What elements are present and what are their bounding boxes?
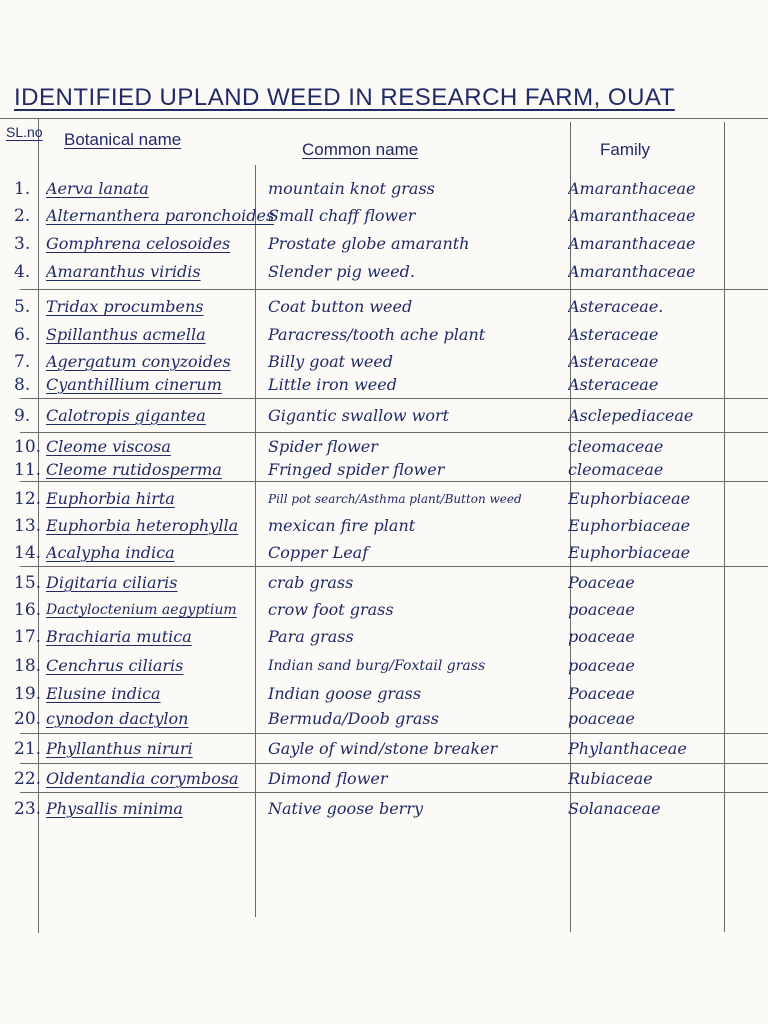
sl-number: 23. <box>14 799 42 819</box>
family-name: Asteraceae <box>568 325 659 344</box>
botanical-name: Phyllanthus niruri <box>46 739 193 758</box>
header-sl-no: SL.no <box>6 124 43 140</box>
page-title: IDENTIFIED UPLAND WEED IN RESEARCH FARM, OUAT <box>14 84 675 111</box>
table-row <box>0 681 768 707</box>
family-name: Amaranthaceae <box>568 262 696 281</box>
table-row <box>0 486 768 512</box>
sl-number: 2. <box>14 206 31 226</box>
table-row <box>0 653 768 679</box>
sl-number: 7. <box>14 352 31 372</box>
botanical-name: Physallis minima <box>46 799 183 818</box>
table-row <box>0 766 768 792</box>
table-row <box>0 597 768 623</box>
header-botanical-name: Botanical name <box>64 130 182 149</box>
botanical-name: Cleome rutidosperma <box>46 460 222 479</box>
table-row <box>0 736 768 762</box>
table-row <box>0 403 768 429</box>
common-name: Native goose berry <box>268 799 423 818</box>
common-name: mexican fire plant <box>268 516 416 535</box>
table-row <box>0 176 768 202</box>
sl-number: 21. <box>14 739 42 759</box>
botanical-name: Euphorbia heterophylla <box>46 516 239 535</box>
common-name: Bermuda/Doob grass <box>268 709 439 728</box>
common-name: Prostate globe amaranth <box>268 234 470 253</box>
botanical-name: Euphorbia hirta <box>46 489 175 508</box>
family-name: poaceae <box>568 709 635 728</box>
table-row <box>0 796 768 822</box>
botanical-name: Elusine indica <box>46 684 161 703</box>
family-name: Amaranthaceae <box>568 206 696 225</box>
botanical-name: Amaranthus viridis <box>46 262 201 281</box>
family-name: Poaceae <box>568 684 635 703</box>
table-row <box>0 294 768 320</box>
botanical-name: Dactyloctenium aegyptium <box>46 602 237 618</box>
sl-number: 12. <box>14 489 42 509</box>
botanical-name: Cenchrus ciliaris <box>46 656 184 675</box>
table-row <box>0 457 768 483</box>
group-rule <box>20 432 768 433</box>
sl-number: 14. <box>14 543 42 563</box>
table-row <box>0 259 768 285</box>
common-name: Coat button weed <box>268 297 413 316</box>
common-name: Little iron weed <box>268 375 397 394</box>
table-row <box>0 203 768 229</box>
family-name: poaceae <box>568 627 635 646</box>
family-name: cleomaceae <box>568 460 664 479</box>
group-rule <box>20 792 768 793</box>
sl-number: 18. <box>14 656 42 676</box>
sl-number: 3. <box>14 234 31 254</box>
table-row <box>0 231 768 257</box>
family-name: Rubiaceae <box>568 769 653 788</box>
sl-number: 19. <box>14 684 42 704</box>
common-name: Small chaff flower <box>268 206 416 225</box>
family-name: Solanaceae <box>568 799 661 818</box>
common-name: Para grass <box>268 627 354 646</box>
sl-number: 22. <box>14 769 42 789</box>
table-row <box>0 624 768 650</box>
common-name: Copper Leaf <box>268 543 369 562</box>
sl-number: 17. <box>14 627 42 647</box>
sl-number: 20. <box>14 709 42 729</box>
table-row <box>0 570 768 596</box>
common-name: Dimond flower <box>268 769 388 788</box>
sl-number: 16. <box>14 600 42 620</box>
family-name: Asteraceae. <box>568 297 664 316</box>
common-name: Gigantic swallow wort <box>268 406 450 425</box>
group-rule <box>20 763 768 764</box>
botanical-name: Calotropis gigantea <box>46 406 206 425</box>
family-name: poaceae <box>568 600 635 619</box>
botanical-name: Digitaria ciliaris <box>46 573 178 592</box>
family-name: Amaranthaceae <box>568 179 696 198</box>
table-row <box>0 706 768 732</box>
botanical-name: Aerva lanata <box>46 179 149 198</box>
family-name: Euphorbiaceae <box>568 543 691 562</box>
common-name: Indian goose grass <box>268 684 422 703</box>
botanical-name: Cleome viscosa <box>46 437 171 456</box>
sl-number: 15. <box>14 573 42 593</box>
sl-number: 13. <box>14 516 42 536</box>
common-name: crow foot grass <box>268 600 394 619</box>
group-rule <box>20 566 768 567</box>
botanical-name: Gomphrena celosoides <box>46 234 231 253</box>
common-name: Gayle of wind/stone breaker <box>268 739 498 758</box>
common-name: Spider flower <box>268 437 378 456</box>
common-name: Fringed spider flower <box>268 460 445 479</box>
family-name: Amaranthaceae <box>568 234 696 253</box>
family-name: cleomaceae <box>568 437 664 456</box>
group-rule <box>20 398 768 399</box>
botanical-name: Agergatum conyzoides <box>46 352 231 371</box>
botanical-name: Alternanthera paronchoides <box>46 206 274 225</box>
family-name: Asclepediaceae <box>568 406 694 425</box>
family-name: Asteraceae <box>568 352 659 371</box>
table-row <box>0 322 768 348</box>
sl-number: 1. <box>14 179 31 199</box>
common-name: Paracress/tooth ache plant <box>268 325 486 344</box>
family-name: Euphorbiaceae <box>568 489 691 508</box>
botanical-name: Spillanthus acmella <box>46 325 206 344</box>
sl-number: 8. <box>14 375 31 395</box>
sl-number: 6. <box>14 325 31 345</box>
family-name: Phylanthaceae <box>568 739 687 758</box>
sl-number: 11. <box>14 460 42 480</box>
common-name: Slender pig weed. <box>268 262 415 281</box>
table-row <box>0 540 768 566</box>
sl-number: 10. <box>14 437 42 457</box>
header-common-name: Common name <box>302 140 419 159</box>
common-name: Billy goat weed <box>268 352 394 371</box>
table-row <box>0 372 768 398</box>
common-name: Indian sand burg/Foxtail grass <box>268 658 486 674</box>
header-family: Family <box>600 140 651 159</box>
botanical-name: Acalypha indica <box>46 543 175 562</box>
botanical-name: Oldentandia corymbosa <box>46 769 239 788</box>
sl-number: 5. <box>14 297 31 317</box>
botanical-name: cynodon dactylon <box>46 709 189 728</box>
family-name: poaceae <box>568 656 635 675</box>
header-rule <box>0 118 768 119</box>
sl-number: 4. <box>14 262 31 282</box>
common-name: mountain knot grass <box>268 179 435 198</box>
sl-number: 9. <box>14 406 31 426</box>
table-row <box>0 513 768 539</box>
common-name: crab grass <box>268 573 354 592</box>
group-rule <box>20 733 768 734</box>
family-name: Poaceae <box>568 573 635 592</box>
family-name: Asteraceae <box>568 375 659 394</box>
family-name: Euphorbiaceae <box>568 516 691 535</box>
botanical-name: Cyanthillium cinerum <box>46 375 222 394</box>
botanical-name: Tridax procumbens <box>46 297 204 316</box>
botanical-name: Brachiaria mutica <box>46 627 192 646</box>
common-name: Pill pot search/Asthma plant/Button weed <box>268 492 522 506</box>
group-rule <box>20 289 768 290</box>
